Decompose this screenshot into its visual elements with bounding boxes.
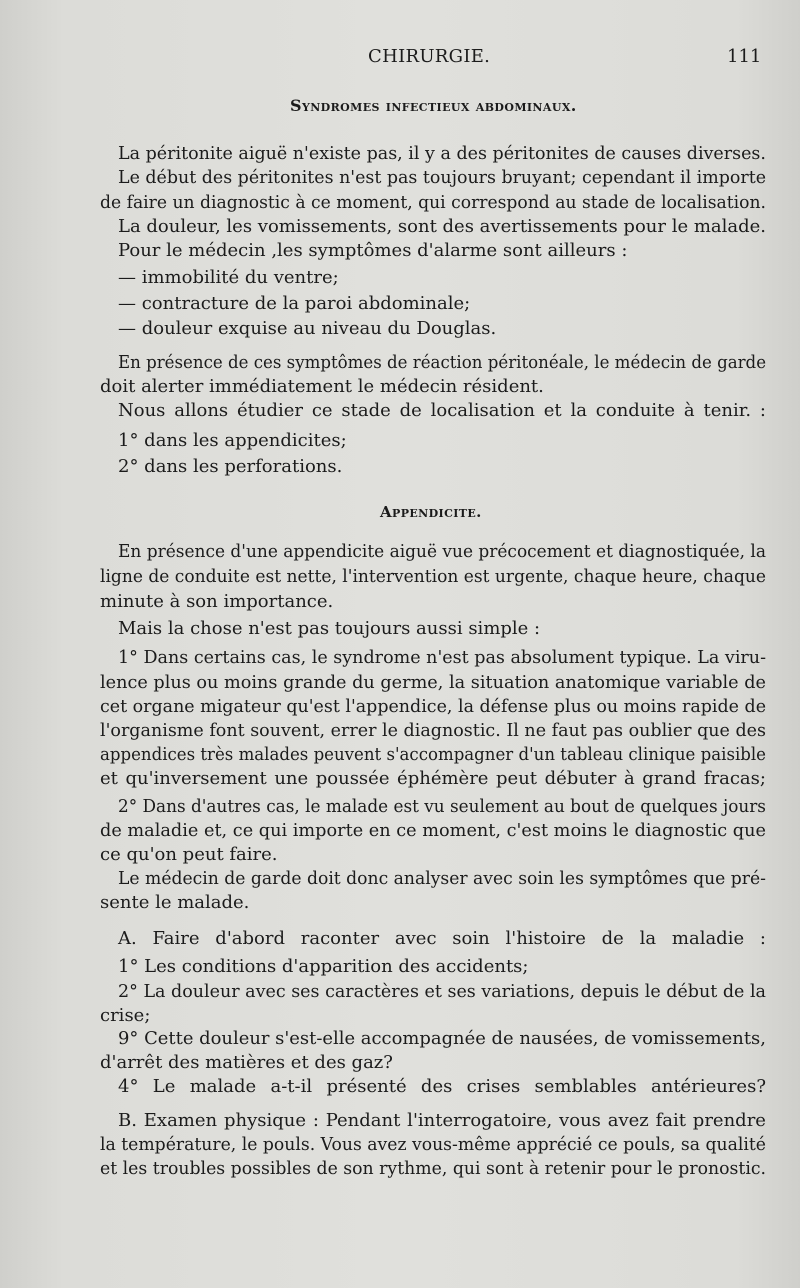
text-line: l'organisme font souvent, errer le diagnostic. Il ne faut pas oublier que des (100, 720, 767, 741)
text-line: de maladie et, ce qui importe en ce moment, c'est moins le diagnostic que (100, 820, 766, 841)
list-item: 9° Cette douleur s'est-elle accompagnée de nausées, de vomissements, (118, 1028, 766, 1049)
section-heading-appendicite: Appendicite. (380, 503, 482, 521)
list-item: 2° La douleur avec ses caractères et ses variations, depuis le début de la (118, 981, 766, 1002)
text-line: cet organe migateur qu'est l'appendice, la défense plus ou moins rapide de (100, 696, 767, 717)
text-line: de faire un diagnostic à ce moment, qui correspond au stade de localisation. (100, 192, 766, 213)
list-item: 1° Les conditions d'apparition des accidents; (118, 956, 529, 977)
text-line: Mais la chose n'est pas toujours aussi simple : (118, 618, 541, 639)
text-line: la température, le pouls. Vous avez vous-même apprécié ce pouls, sa qualité (100, 1134, 766, 1155)
text-line: En présence de ces symptômes de réaction péritonéale, le médecin de garde (118, 352, 767, 373)
text-line: Pour le médecin ,les symptômes d'alarme sont ailleurs : (118, 240, 628, 261)
list-item: — douleur exquise au niveau du Douglas. (118, 318, 497, 339)
list-item: 1° dans les appendicites; (118, 430, 347, 451)
text-line: Le début des péritonites n'est pas toujours bruyant; cependant il importe (118, 167, 767, 188)
text-line: La douleur, les vomissements, sont des avertissements pour le malade. (118, 216, 766, 237)
running-title: CHIRURGIE. (368, 46, 491, 67)
text-line: appendices très malades peuvent s'accompagner d'un tableau clinique paisible (100, 744, 766, 765)
text-line: Nous allons étudier ce stade de localisation et la conduite à tenir. : (118, 400, 766, 421)
text-line: A. Faire d'abord raconter avec soin l'histoire de la maladie : (118, 928, 766, 949)
text-line: et qu'inversement une poussée éphémère peut débuter à grand fracas; (100, 768, 766, 789)
text-line: ce qu'on peut faire. (100, 844, 278, 865)
list-item: 2° dans les perforations. (118, 456, 343, 477)
text-line: 1° Dans certains cas, le syndrome n'est pas absolument typique. La viru- (118, 647, 767, 668)
section-heading-syndromes: Syndromes infectieux abdominaux. (290, 96, 577, 115)
text-line: et les troubles possibles de son rythme, qui sont à retenir pour le pronostic. (100, 1158, 767, 1179)
text-line: B. Examen physique : Pendant l'interrogatoire, vous avez fait prendre (118, 1110, 766, 1131)
list-item: — contracture de la paroi abdominale; (118, 293, 471, 314)
list-item: 4° Le malade a-t-il présenté des crises semblables antérieures? (118, 1076, 766, 1097)
text-line: En présence d'une appendicite aiguë vue précocement et diagnostiquée, la (118, 541, 766, 562)
text-line: La péritonite aiguë n'existe pas, il y a des péritonites de causes diverses. (118, 143, 766, 164)
text-line: Le médecin de garde doit donc analyser avec soin les symptômes que pré- (118, 868, 766, 889)
text-line: minute à son importance. (100, 591, 334, 612)
text-line: sente le malade. (100, 892, 250, 913)
text-line: crise; (100, 1005, 151, 1026)
text-line: d'arrêt des matières et des gaz? (100, 1052, 393, 1073)
list-item: — immobilité du ventre; (118, 267, 339, 288)
text-line: lence plus ou moins grande du germe, la situation anatomique variable de (100, 672, 766, 693)
text-line: doit alerter immédiatement le médecin résident. (100, 376, 544, 397)
text-line: ligne de conduite est nette, l'intervention est urgente, chaque heure, chaque (100, 566, 767, 587)
page-number: 111 (727, 46, 762, 67)
text-line: 2° Dans d'autres cas, le malade est vu seulement au bout de quelques jours (118, 796, 766, 817)
